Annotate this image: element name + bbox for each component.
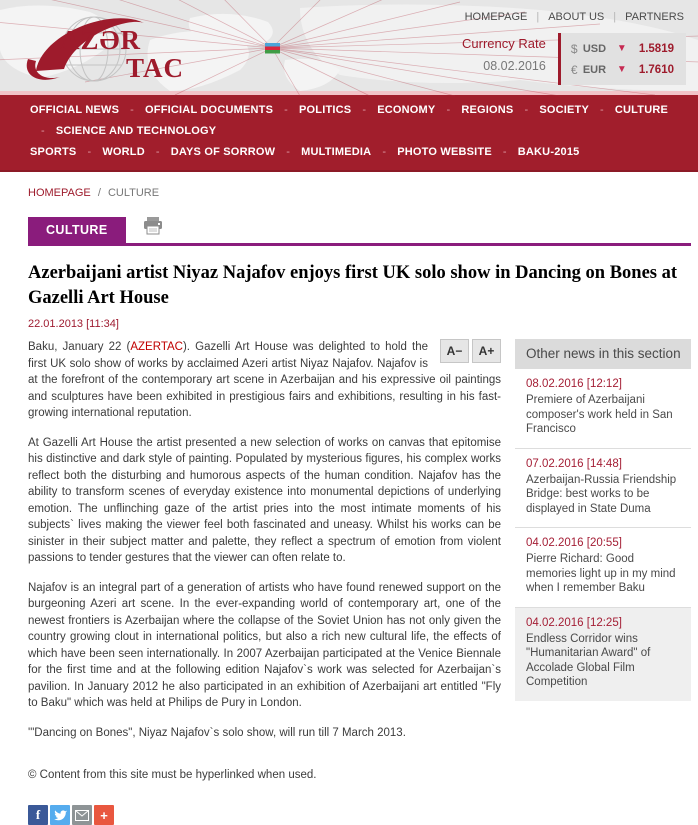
eur-rate-row [571, 59, 674, 80]
email-share-icon[interactable] [72, 805, 92, 825]
sidebar-news-item[interactable] [515, 449, 691, 529]
eur-code: EUR [582, 63, 607, 76]
usd-code: USD [582, 42, 607, 55]
sidebar-news-item[interactable] [515, 369, 691, 449]
news-item-title[interactable]: Pierre Richard: Good memories light up in my mind when I remember Baku [526, 553, 676, 594]
article-paragraph-2: At Gazelli Art House the artist presented a new selection of works on canvas that epitomise his distinctive and dark style of painting. Populated by mysterious figures, his complex works reflect both the disturbing and humorous aspects of the human condition. Najafov has the ability to transform scenes of everyday existence into monumental depictions of underlying emotion. The unflinching gaze of the artist pries into the most intimate moments of his subjects` lives making the viewer feel both fascinated and uneasy. Whilst his works can be sinister in their subject matter and palette, they reflect a spectrum of emotion from violent passions to tender gestures that the viewer can often relate to. [28, 436, 501, 564]
top-link-partners[interactable]: PARTNERS [625, 11, 684, 23]
nav-item-official-documents[interactable]: - OFFICIAL DOCUMENTS [119, 100, 273, 121]
news-item-title[interactable]: Azerbaijan-Russia Friendship Bridge: best works to be displayed in State Duma [526, 473, 677, 515]
article-body [28, 339, 501, 825]
font-decrease-button[interactable]: A− [440, 339, 469, 363]
nav-item-politics[interactable]: - POLITICS [273, 100, 351, 121]
azertac-logo[interactable] [16, 9, 186, 87]
other-news-sidebar [515, 339, 691, 825]
usd-rate-row [571, 38, 674, 59]
nav-item-official-news[interactable]: OFFICIAL NEWS [30, 104, 120, 116]
tab-culture[interactable]: CULTURE [28, 217, 126, 243]
page-content [0, 187, 698, 825]
nav-item-photo-website[interactable]: - PHOTO WEBSITE [371, 142, 492, 163]
social-share-bar [28, 805, 501, 825]
font-size-controls [440, 339, 501, 363]
nav-item-regions[interactable]: - REGIONS [435, 100, 513, 121]
down-triangle-icon: ▼ [616, 64, 627, 75]
news-item-date: 04.02.2016 [20:55] [526, 537, 622, 549]
dollar-sign-icon: $ [570, 41, 578, 56]
nav-item-sports[interactable]: SPORTS [30, 146, 77, 158]
news-item-title[interactable]: Premiere of Azerbaijani composer's work held in San Francisco [526, 394, 673, 435]
top-link-homepage[interactable]: HOMEPAGE [464, 11, 528, 23]
twitter-share-icon[interactable] [50, 805, 70, 825]
nav-item-baku-2015[interactable]: - BAKU-2015 [492, 142, 580, 163]
nav-item-days-of-sorrow[interactable]: - DAYS OF SORROW [145, 142, 275, 163]
breadcrumb [28, 187, 691, 199]
azertac-agency-link[interactable]: AZERTAC [130, 341, 183, 353]
share-plus-icon[interactable]: + [94, 805, 114, 825]
article-title: Azerbaijani artist Niyaz Najafov enjoys first UK solo show in Dancing on Bones at Gazelli Art House [28, 263, 678, 308]
eur-value: 1.7610 [638, 63, 674, 76]
copyright-notice: © Content from this site must be hyperlinked when used. [28, 769, 317, 781]
usd-value: 1.5819 [638, 42, 674, 55]
currency-rates-box [558, 33, 686, 85]
logo-text-azer: AZƏR [60, 25, 141, 55]
nav-item-society[interactable]: - SOCIETY [513, 100, 589, 121]
columns [28, 339, 691, 825]
font-increase-button[interactable]: A+ [472, 339, 501, 363]
print-icon[interactable] [142, 216, 164, 240]
news-item-title[interactable]: Endless Corridor wins "Humanitarian Award" of Accolade Global Film Competition [526, 632, 651, 688]
currency-rate-widget [462, 33, 686, 85]
news-item-date: 04.02.2016 [12:25] [526, 616, 622, 629]
breadcrumb-homepage-link[interactable]: HOMEPAGE [28, 187, 91, 199]
header-top-links [465, 11, 684, 23]
nav-item-economy[interactable]: - ECONOMY [351, 100, 435, 121]
main-navigation [0, 95, 698, 172]
nav-item-multimedia[interactable]: - MULTIMEDIA [275, 142, 371, 163]
nav-item-culture[interactable]: - CULTURE [589, 100, 668, 121]
breadcrumb-current: CULTURE [107, 187, 160, 199]
top-link-separator: | [613, 11, 617, 23]
nav-row-1 [30, 100, 698, 142]
azerbaijan-flag-icon [265, 43, 280, 54]
top-link-separator: | [536, 11, 540, 23]
down-triangle-icon: ▼ [616, 43, 627, 54]
article-paragraph-3: Najafov is an integral part of a generation of artists who have found renewed support on the burgeoning Azeri art scene. In the ever-expanding world of contemporary art, one of the newest frontiers is Azerbaijan where the collapse of the Soviet Union has not only given the country growing clout in international politics, but also a rich new cultural life, the effects of which have been seen internationally. In 2007 Azerbaijan participated at the Venice Biennale for the first time and at the following edition Najafov`s work was selected for Azerbaijan`s pavilion. In January 2012 he also participated in an exhibition of Azerbaijani art entitled "Fly to Baku" which was held at Philips de Pury in London. [28, 581, 501, 709]
currency-rate-label: Currency Rate [462, 36, 546, 51]
article-paragraph-1: Baku, January 22 (AZERTAC). Gazelli Art House was delighted to hold the first UK solo show of works by acclaimed Azeri artist Niyaz Najafov. Najafov is at the forefront of the contemporary art scene in Azerbaijan and his expressive oil paintings and sculptures have been exhibited in prestigious fairs and exhibitions, resulting in his fast-growing international reputation. [28, 341, 501, 419]
sidebar-news-item[interactable] [515, 608, 691, 701]
section-tab-row [28, 216, 691, 246]
euro-sign-icon: € [570, 62, 578, 77]
article-date: 22.01.2013 [11:34] [28, 318, 119, 330]
news-item-date: 07.02.2016 [14:48] [526, 457, 622, 470]
facebook-share-icon[interactable]: f [28, 805, 48, 825]
site-header [0, 0, 698, 91]
sidebar-news-item[interactable] [515, 528, 691, 608]
article-paragraph-4: '"Dancing on Bones", Niyaz Najafov`s solo show, will run till 7 March 2013. [28, 726, 406, 739]
breadcrumb-separator: / [97, 187, 101, 199]
top-link-about-us[interactable]: ABOUT US [548, 11, 605, 23]
logo-text-tac: TAC [126, 53, 185, 83]
nav-row-2 [30, 142, 698, 163]
nav-item-science-and-technology[interactable]: - SCIENCE AND TECHNOLOGY [30, 121, 216, 142]
nav-item-world[interactable]: - WORLD [76, 142, 144, 163]
news-item-date: 08.02.2016 [12:12] [526, 378, 622, 390]
sidebar-title: Other news in this section [515, 339, 691, 369]
currency-rate-date: 08.02.2016 [483, 59, 546, 73]
